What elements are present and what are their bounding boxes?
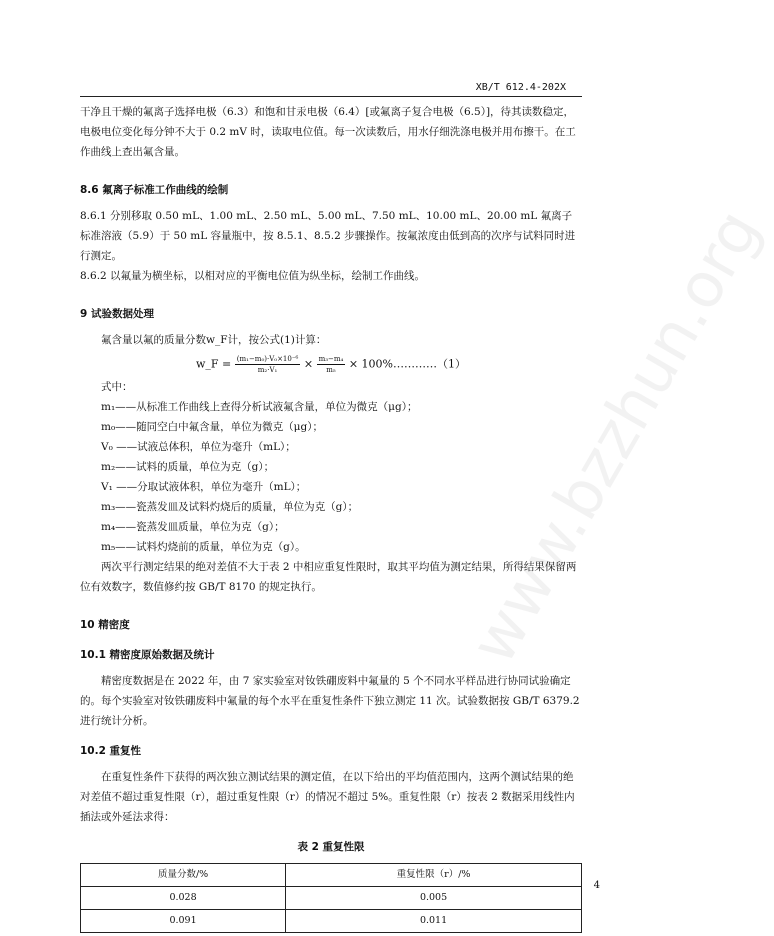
definition-item: V₀ ——试液总体积，单位为毫升（mL）； — [101, 441, 296, 453]
para-10-1: 精密度数据是在 2022 年，由 7 家实验室对钕铁硼废料中氟量的 5 个不同水平样品进行协同试验确定的。每个实验室对钕铁硼废料中氟量的每个水平在重复性条件下独立测定 11 次。试验数据按 GB/T 6379.2 进行统计分析。 — [80, 675, 580, 727]
table-cell: 0.091 — [81, 910, 286, 933]
formula-fraction-2 — [317, 354, 346, 375]
table-header-cell: 质量分数/% — [81, 864, 286, 887]
section-10-2-title: 10.2 重复性 — [80, 745, 142, 757]
para-8-6-2: 8.6.2 以氟量为横坐标，以相对应的平衡电位值为纵坐标，绘制工作曲线。 — [80, 270, 426, 282]
formula-fraction-1 — [235, 354, 301, 375]
para-10-2: 在重复性条件下获得的两次独立测试结果的测定值，在以下给出的平均值范围内，这两个测试结果的绝对差值不超过重复性限（r），超过重复性限（r）的情况不超过 5%。重复性限（r）按表 2 数据采用线性内插法或外延法求得： — [80, 771, 575, 823]
variable-definitions — [80, 397, 582, 557]
section-10-1-title: 10.1 精密度原始数据及统计 — [80, 649, 215, 661]
table-cell: 0.005 — [286, 887, 582, 910]
table-header-cell: 重复性限（r）/% — [286, 864, 582, 887]
definition-item: m₅——试料灼烧前的质量，单位为克（g）。 — [101, 541, 306, 553]
header-rule — [80, 96, 582, 97]
definition-item: V₁ ——分取试液体积，单位为毫升（mL）； — [101, 481, 307, 493]
definition-item: m₁——从标准工作曲线上查得分析试液氟含量，单位为微克（μg）； — [101, 401, 418, 413]
result-paragraph: 两次平行测定结果的绝对差值不大于表 2 中相应重复性限时，取其平均值为测定结果，所得结果保留两位有效数字，数值修约按 GB/T 8170 的规定执行。 — [80, 561, 577, 593]
formula-intro: 氟含量以氟的质量分数w_F计，按公式(1)计算： — [101, 334, 327, 346]
table-header-row — [81, 864, 582, 887]
section-8-6-title: 8.6 氟离子标准工作曲线的绘制 — [80, 184, 229, 196]
table-row — [81, 910, 582, 933]
page-number: 4 — [593, 880, 600, 891]
formula-1: w_F = $\frac{\text{(m₁−m₀)·V₀×10⁻⁶}}{\text{m₂·V₁}}$ × $\frac{\text{m₃−m₄}}{\text{m₅}}$ × 100%…………（1） — [196, 355, 466, 374]
table-caption: 表 2 重复性限 — [297, 841, 365, 853]
watermark: www.bzzhun.org — [455, 197, 774, 676]
definition-item: m₄——瓷蒸发皿质量，单位为克（g）； — [101, 521, 285, 533]
formula-denominator-1: m₂·V₁ — [257, 366, 278, 374]
table-cell: 0.011 — [286, 910, 582, 933]
definition-item: m₂——试料的质量，单位为克（g）； — [101, 461, 275, 473]
section-10-title: 10 精密度 — [80, 619, 130, 631]
para-8-6-1: 8.6.1 分别移取 0.50 mL、1.00 mL、2.50 mL、5.00 mL、7.50 mL、10.00 mL、20.00 mL 氟离子标准溶液（5.9）于 50 mL 容量瓶中，按 8.5.1、8.5.2 步骤操作。按氟浓度由低到高的次序与试料同时进行测定。 — [80, 210, 576, 262]
where-label: 式中： — [101, 381, 133, 393]
formula-tail: × 100%…………（1） — [348, 357, 466, 371]
formula-denominator-2: m₅ — [326, 366, 336, 374]
definition-item: m₀——随同空白中氟含量，单位为微克（μg）； — [101, 421, 323, 433]
definition-item: m₃——瓷蒸发皿及试料灼烧后的质量，单位为克（g）； — [101, 501, 359, 513]
table-row — [81, 887, 582, 910]
page-body — [80, 102, 582, 933]
formula-lhs: w_F = — [196, 357, 232, 371]
table-cell: 0.028 — [81, 887, 286, 910]
section-9-title: 9 试验数据处理 — [80, 308, 154, 320]
intro-paragraph: 干净且干燥的氟离子选择电极（6.3）和饱和甘汞电极（6.4）[或氟离子复合电极（6.5）]，待其读数稳定，电极电位变化每分钟不大于 0.2 mV 时，读取电位值。每一次读数后，用水仔细洗涤电极并用布擦干。在工作曲线上查出氟含量。 — [80, 106, 576, 158]
formula-numerator-2: m₃−m₄ — [318, 355, 344, 363]
formula-numerator-1: (m₁−m₀)·V₀×10⁻⁶ — [236, 355, 299, 363]
document-code-header: XB/T 612.4-202X — [475, 82, 566, 93]
repeatability-table — [80, 863, 582, 933]
